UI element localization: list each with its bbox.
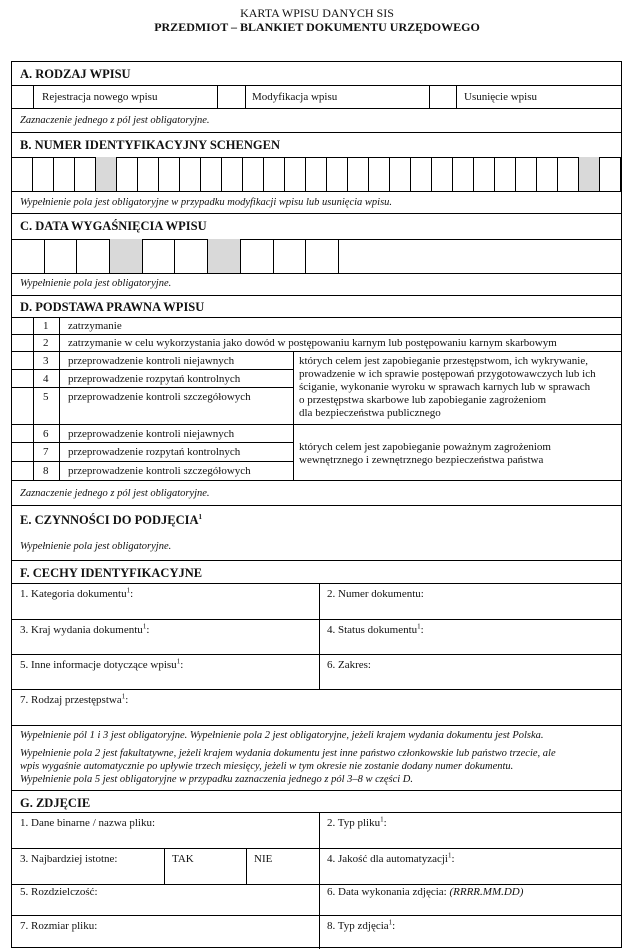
section-e-note: Wypełnienie pola jest obligatoryjne. [20, 541, 172, 552]
basis-5-checkbox[interactable] [13, 388, 33, 424]
field-binary-filename[interactable]: 1. Dane binarne / nazwa pliku: [20, 817, 156, 829]
basis-7-checkbox[interactable] [13, 443, 33, 461]
schengen-id-cell[interactable] [453, 157, 474, 191]
basis-purpose-security-text: których celem jest zapobieganie poważnym zagrożeniom wewnętrznego i zewnętrznego bezpieczeństwa państwa [299, 441, 551, 466]
schengen-id-cell[interactable] [243, 157, 264, 191]
schengen-id-cell[interactable] [264, 157, 285, 191]
schengen-id-cell[interactable] [579, 157, 600, 191]
schengen-id-cell[interactable] [600, 157, 621, 191]
schengen-id-cell[interactable] [537, 157, 558, 191]
schengen-id-cell[interactable] [327, 157, 348, 191]
basis-4-label: przeprowadzenie rozpytań kontrolnych [68, 373, 241, 385]
basis-1-checkbox[interactable] [13, 318, 33, 334]
basis-3-label: przeprowadzenie kontroli niejawnych [68, 355, 235, 367]
section-c-title: C. DATA WYGAŚNIĘCIA WPISU [20, 219, 207, 233]
expiry-date-cell[interactable] [306, 239, 339, 273]
basis-5-number: 5 [43, 391, 49, 403]
schengen-id-cell[interactable] [180, 157, 201, 191]
schengen-id-cell[interactable] [12, 157, 33, 191]
field-document-category[interactable]: 1. Kategoria dokumentu$^1$: [20, 586, 134, 600]
expiry-date-cell[interactable] [45, 239, 78, 273]
schengen-id-cell[interactable] [411, 157, 432, 191]
field-photo-type[interactable]: 8. Typ zdjęcia$^1$: [327, 918, 396, 932]
section-a-title: A. RODZAJ WPISU [20, 67, 131, 81]
option-no[interactable]: NIE [254, 853, 273, 865]
field-scope[interactable]: 6. Zakres: [327, 659, 371, 671]
form-subtitle: PRZEDMIOT – BLANKIET DOKUMENTU URZĘDOWEGO [154, 20, 480, 34]
field-other-info[interactable]: 5. Inne informacje dotyczące wpisu$^1$: [20, 657, 184, 671]
field-most-relevant: 3. Najbardziej istotne: [20, 853, 118, 865]
section-d-note: Zaznaczenie jednego z pól jest obligatoryjne. [20, 488, 210, 499]
field-document-number[interactable]: 2. Numer dokumentu: [327, 588, 424, 600]
basis-purpose-crime-text: których celem jest zapobieganie przestępstwom, ich wykrywanie, prowadzenie w ich sprawie postępowań przygotowawczych lub ich ściganie, wykonanie wyroku w sprawach karnych lub w sprawach o przestępstwa skarbowe lub zapobieganie zagrożeniom dla bezpieczeństwa publicznego [299, 355, 596, 419]
option-modify-checkbox[interactable] [218, 86, 245, 107]
basis-5-label: przeprowadzenie kontroli szczegółowych [68, 391, 251, 403]
basis-8-checkbox[interactable] [13, 462, 33, 480]
expiry-date-cell[interactable] [274, 239, 307, 273]
section-b-note: Wypełnienie pola jest obligatoryjne w przypadku modyfikacji wpisu lub usunięcia wpisu. [20, 197, 393, 208]
expiry-date-cell[interactable] [241, 239, 274, 273]
basis-7-number: 7 [43, 446, 49, 458]
schengen-id-cell[interactable] [54, 157, 75, 191]
schengen-id-cell[interactable] [369, 157, 390, 191]
field-file-size[interactable]: 7. Rozmiar pliku: [20, 920, 98, 932]
section-g-title: G. ZDJĘCIE [20, 796, 91, 810]
schengen-id-cell[interactable] [348, 157, 369, 191]
field-file-type[interactable]: 2. Typ pliku$^1$: [327, 815, 387, 829]
schengen-id-cell[interactable] [201, 157, 222, 191]
schengen-id-cell[interactable] [96, 157, 117, 191]
basis-3-checkbox[interactable] [13, 352, 33, 369]
option-register-label: Rejestracja nowego wpisu [42, 91, 158, 103]
field-resolution[interactable]: 5. Rozdzielczość: [20, 886, 98, 898]
option-register-checkbox[interactable] [13, 86, 33, 107]
form-title: KARTA WPISU DANYCH SIS [240, 6, 394, 20]
schengen-id-cell[interactable] [117, 157, 138, 191]
expiry-date-cell[interactable] [77, 239, 110, 273]
basis-2-label: zatrzymanie w celu wykorzystania jako dowód w postępowaniu karnym lub postępowaniu karnym skarbowym [68, 337, 557, 349]
section-e-title[interactable]: E. CZYNNOŚCI DO PODJĘCIA$^1$ [20, 512, 202, 527]
field-offence-type[interactable]: 7. Rodzaj przestępstwa$^1$: [20, 692, 129, 706]
basis-2-number: 2 [43, 337, 49, 349]
basis-8-label: przeprowadzenie kontroli szczegółowych [68, 465, 251, 477]
sis-entry-form [11, 61, 622, 948]
option-delete-label: Usunięcie wpisu [464, 91, 538, 103]
basis-1-label: zatrzymanie [68, 320, 122, 332]
schengen-id-cell[interactable] [285, 157, 306, 191]
schengen-id-cell[interactable] [558, 157, 579, 191]
section-a-note: Zaznaczenie jednego z pól jest obligatoryjne. [20, 115, 210, 126]
schengen-id-cell[interactable] [138, 157, 159, 191]
basis-2-checkbox[interactable] [13, 335, 33, 351]
expiry-date-cell[interactable] [110, 239, 143, 273]
schengen-id-cell[interactable] [33, 157, 54, 191]
basis-4-number: 4 [43, 373, 49, 385]
basis-7-label: przeprowadzenie rozpytań kontrolnych [68, 446, 241, 458]
expiry-date-cell[interactable] [143, 239, 176, 273]
option-modify-label: Modyfikacja wpisu [252, 91, 338, 103]
expiry-date-grid[interactable] [12, 239, 339, 273]
schengen-id-cell[interactable] [474, 157, 495, 191]
schengen-id-cell[interactable] [432, 157, 453, 191]
basis-6-number: 6 [43, 428, 49, 440]
section-f-title: F. CECHY IDENTYFIKACYJNE [20, 566, 203, 580]
basis-6-label: przeprowadzenie kontroli niejawnych [68, 428, 235, 440]
basis-1-number: 1 [43, 320, 49, 332]
schengen-id-cell[interactable] [222, 157, 243, 191]
schengen-id-cell[interactable] [159, 157, 180, 191]
basis-3-number: 3 [43, 355, 49, 367]
section-c-note: Wypełnienie pola jest obligatoryjne. [20, 278, 172, 289]
expiry-date-cell[interactable] [208, 239, 241, 273]
expiry-date-cell[interactable] [176, 239, 209, 273]
expiry-date-cell[interactable] [12, 239, 45, 273]
field-document-status[interactable]: 4. Status dokumentu$^1$: [327, 622, 424, 636]
schengen-id-cell[interactable] [495, 157, 516, 191]
section-b-title: B. NUMER IDENTYFIKACYJNY SCHENGEN [20, 138, 280, 152]
form-header [0, 6, 634, 34]
basis-8-number: 8 [43, 465, 49, 477]
schengen-id-cell[interactable] [390, 157, 411, 191]
schengen-id-cell[interactable] [516, 157, 537, 191]
field-automation-quality[interactable]: 4. Jakość dla automatyzacji$^1$: [327, 851, 455, 865]
schengen-id-cell[interactable] [75, 157, 96, 191]
section-d-title: D. PODSTAWA PRAWNA WPISU [20, 300, 205, 314]
field-photo-date[interactable]: 6. Data wykonania zdjęcia: (RRRR.MM.DD) [327, 886, 524, 898]
field-issuing-country[interactable]: 3. Kraj wydania dokumentu$^1$: [20, 622, 150, 636]
option-yes[interactable]: TAK [172, 853, 194, 865]
basis-4-checkbox[interactable] [13, 370, 33, 387]
schengen-id-cell[interactable] [306, 157, 327, 191]
option-delete-checkbox[interactable] [430, 86, 456, 107]
section-f-notes: Wypełnienie pól 1 i 3 jest obligatoryjne. Wypełnienie pola 2 jest obligatoryjne, jeżeli krajem wydania dokumentu jest Polska. Wypełnienie pola 2 jest fakultatywne, jeżeli krajem wydania dokumentu jest inne państwo członkowskie lub państwo trzecie, ale wpis wygaśnie automatycznie po upływie trzech miesięcy, jeżeli w tym okresie nie zostanie dodany numer dokumentu. Wypełnienie pola 5 jest obligatoryjne w przypadku zaznaczenia jednego z pól 3–8 w części D. [20, 730, 556, 785]
basis-6-checkbox[interactable] [13, 425, 33, 442]
schengen-id-grid[interactable] [12, 157, 621, 191]
